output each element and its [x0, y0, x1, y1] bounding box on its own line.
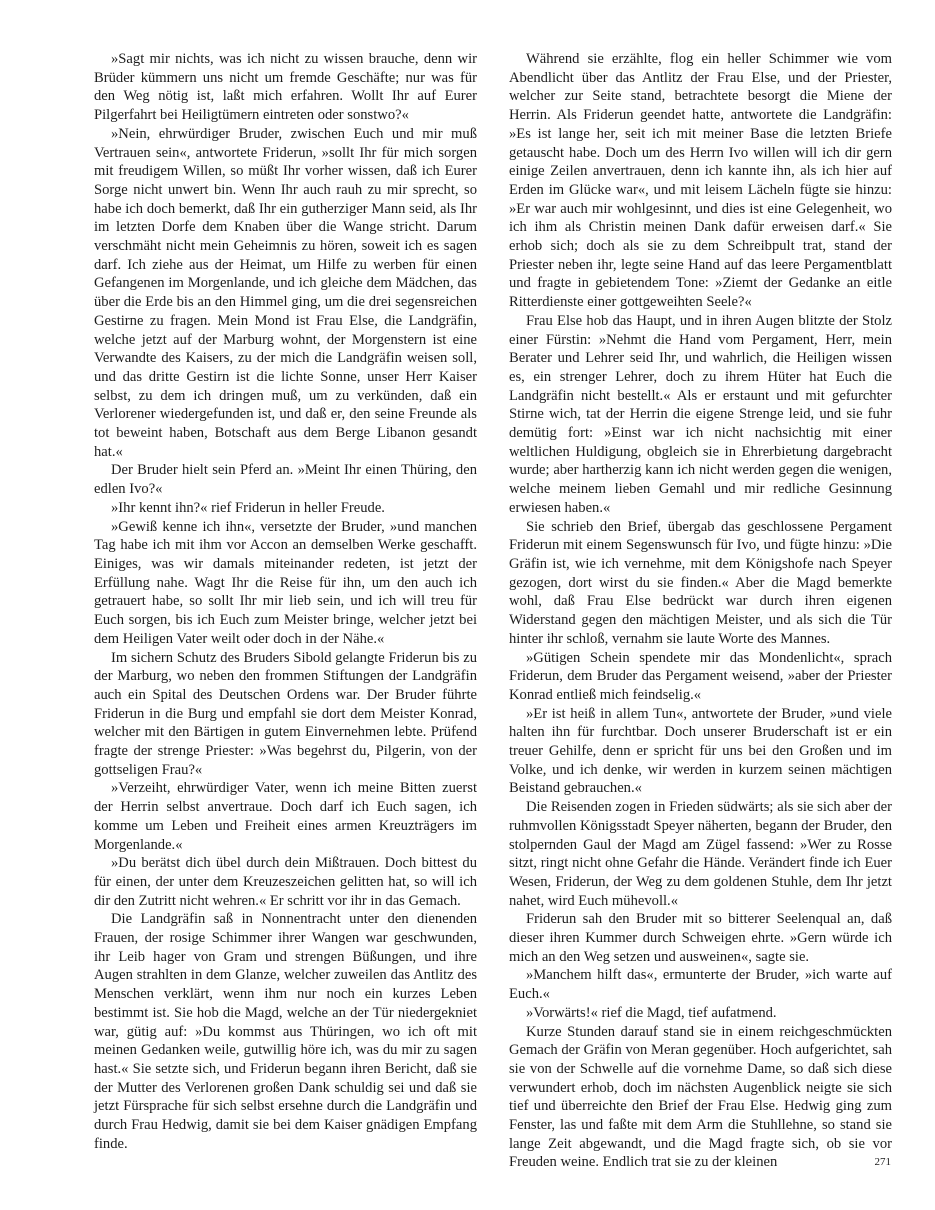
paragraph: Während sie erzählte, flog ein heller Schimmer wie vom Abendlicht über das Antlitz der Frau Else, und der Priester, welcher zur Seite stand, betrachtete besorgt die Miene der Herrin. Als Friderun geendet hatte, antwortete die Landgräfin: »Es ist lange her, seit ich mit meiner Base die letzten Briefe getauscht habe. Doch um des Herrn Ivo willen will ich dir gern einige Zeilen anvertrauen, denn ich kannte ihn, als ich hier auf Erden im Glücke war«, und mit leisem Lächeln fügte sie hinzu: »Er war auch mir wohlgesinnt, und dies ist eine Gelegenheit, wo ich ihm als Christin meinen Dank dafür erweisen darf.« Sie erhob sich; doch als sie zu dem Schreibpult trat, stand der Priester neben ihr, legte seine Hand auf das leere Pergamentblatt und fragte in gebietendem Tone: »Ziemt der Gedanke an eitle Ritterdienste einer gottgeweihten Seele?«	[509, 51, 892, 311]
paragraph: »Du berätst dich übel durch dein Mißtrauen. Doch bittest du für einen, der unter dem Kreuzeszeichen gelitten hat, so will ich dir den Zutritt nicht wehren.« Er schritt vor ihr in das Gemach.	[94, 855, 477, 909]
paragraph: »Gütigen Schein spendete mir das Mondenlicht«, sprach Friderun, dem Bruder das Pergament weisend, »aber der Priester Konrad entließ mich feindselig.«	[509, 649, 892, 703]
paragraph: Kurze Stunden darauf stand sie in einem reichgeschmückten Gemach der Gräfin von Meran gegenüber. Hoch aufgerichtet, sah sie von der Schwelle auf die vornehme Dame, so daß sich diese verwundert erhob, doch im nächsten Augenblick neigte sie sich tief und überreichte den Brief der Frau Else. Hedwig ging zum Fenster, las und faßte mit dem Arm die Stuhllehne, so stand sie lange Zeit abgewandt, und die Magd fragte sich, ob sie vor Freuden weine. Endlich trat sie zu der kleinen	[509, 1023, 892, 1171]
paragraph: Die Reisenden zogen in Frieden südwärts; als sie sich aber der ruhmvollen Königsstadt Speyer näherten, begann der Bruder, den stolpernden Gaul der Magd am Zügel fassend: »Wer zu Rosse sitzt, ringt nicht ohne Gefahr die Hände. Verändert finde ich Euer Wesen, Friderun, der Weg zu dem goldenen Stuhle, dem Ihr jetzt nahet, wird Euch mühevoll.«	[509, 799, 892, 909]
paragraph: Friderun sah den Bruder mit so bitterer Seelenqual an, daß dieser ihren Kummer durch Schweigen ehrte. »Gern würde ich mich an den Weg setzen und ausweinen«, sagte sie.	[509, 911, 892, 965]
left-column	[94, 50, 477, 1153]
paragraph: »Gewiß kenne ich ihn«, versetzte der Bruder, »und manchen Tag habe ich mit ihm vor Accon an demselben Werke geschafft. Einiges, was wir damals miteinander redeten, ist jetzt der Erfüllung nahe. Wagt Ihr die Reise für ihn, um den auch ich getrauert habe, so sollt Ihr mir lieb sein, und ich will treu für Euch sorgen, bis ich Euch zum Meister bringe, welcher jetzt bei dem Heiligen Vater weilt oder doch in der Nähe.«	[94, 518, 477, 647]
paragraph: »Nein, ehrwürdiger Bruder, zwischen Euch und mir muß Vertrauen sein«, antwortete Friderun, »sollt Ihr für mich sorgen mit freudigem Willen, so müßt Ihr vorher wissen, daß ich Eurer Sorge nicht unwert bin. Wenn Ihr auch rauh zu mir sprecht, so habe ich doch bemerkt, daß Ihr ein gutherziger Mann seid, als Ihr im letzten Dorfe dem Knaben über die Wange stricht. Darum verschmäht nicht mein Geheimnis zu hören, soweit ich es sagen darf. Ich ziehe aus der Heimat, um Hilfe zu werben für einen Gefangenen im Morgenlande, und ich gleiche dem Mädchen, das über die Erde bis an den Himmel ging, um die drei segensreichen Gestirne zu fragen. Mein Mond ist Frau Else, die Landgräfin, welche jetzt auf der Marburg wohnt, der Morgenstern ist eine Verwandte des Kaisers, zu der mich die Landgräfin weisen soll, und das dritte Gestirn ist die lichte Sonne, unser Herr Kaiser selbst, zu dem ich dringen muß, um zu verkünden, daß ein Verlorener wiedergefunden ist, und daß er, den seine Freunde als tot beweint haben, Botschaft aus dem Berge Libanon gesandt hat.«	[94, 125, 477, 460]
paragraph: »Sagt mir nichts, was ich nicht zu wissen brauche, denn wir Brüder kümmern uns nicht um fremde Geschäfte; nur was für den Weg nötig ist, laßt mich erfahren. Wollt Ihr auf Eurer Pilgerfahrt bei Heiligtümern eintreten oder sonstwo?«	[94, 51, 477, 124]
right-column	[509, 50, 892, 1172]
paragraph: »Manchem hilft das«, ermunterte der Bruder, »ich warte auf Euch.«	[509, 967, 892, 1003]
paragraph: »Ihr kennt ihn?« rief Friderun in heller Freude.	[111, 499, 385, 516]
paragraph: Frau Else hob das Haupt, und in ihren Augen blitzte der Stolz einer Fürstin: »Nehmt die Hand vom Pergament, Herr, mein Berater und Lehrer seid Ihr, und wahrlich, die Heiligen wissen es, ein strenger Lehrer, doch zu ihrem Hüter hat Euch die Landgräfin nicht bestellt.« Als er erstaunt und mit gefurchter Stirne wich, tat der Herrin die eigene Strenge leid, und sie fuhr demütig fort: »Einst war ich nicht nachsichtig mit einer weltlichen Huldigung, obgleich sie in Ehrerbietung dargebracht wurde; aber hartherzig kann ich nicht werden gegen die wenigen, welche meinem lieben Gemahl und mir redliche Gesinnung erwiesen haben.«	[509, 312, 892, 516]
paragraph: »Vorwärts!« rief die Magd, tief aufatmend.	[526, 1004, 777, 1021]
paragraph: Sie schrieb den Brief, übergab das geschlossene Pergament Friderun mit einem Segenswunsch für Ivo, und fügte hinzu: »Die Gräfin ist, wie ich vernehme, mit dem Königshofe nach Speyer gezogen, dort wirst du sie finden.« Aber die Magd bemerkte wohl, daß Frau Else bedrückt war durch ihren eigenen Widerstand gegen den mächtigen Meister, und als sich die Tür hinter ihr schloß, vernahm sie laute Worte des Mannes.	[509, 518, 892, 647]
page-number: 271	[874, 1156, 891, 1168]
paragraph: »Er ist heiß in allem Tun«, antwortete der Bruder, »und viele halten ihn für furchtbar. Doch unserer Bruderschaft ist er ein treuer Gehilfe, denn er spricht für uns bei den Großen und im Volke, und ich denke, wir werden in kurzem seinen mächtigen Beistand gebrauchen.«	[509, 705, 892, 797]
paragraph: »Verzeiht, ehrwürdiger Vater, wenn ich meine Bitten zuerst der Herrin selbst anvertraue. Doch darf ich Euch sagen, ich komme um Leben und Freiheit eines armen Kreuzträgers im Morgenlande.«	[94, 780, 477, 853]
paragraph: Der Bruder hielt sein Pferd an. »Meint Ihr einen Thüring, den edlen Ivo?«	[94, 462, 477, 498]
paragraph: Im sichern Schutz des Bruders Sibold gelangte Friderun bis zu der Marburg, wo neben den frommen Stiftungen der Landgräfin auch ein Spital des Deutschen Ordens war. Der Bruder führte Friderun in die Burg und empfahl sie dort dem Meister Konrad, welcher mit den Bärtigen in gutem Einvernehmen lebte. Prüfend fragte der strenge Priester: »Was begehrst du, Pilgerin, von der gottseligen Frau?«	[94, 649, 477, 778]
paragraph: Die Landgräfin saß in Nonnentracht unter den dienenden Frauen, der rosige Schimmer ihrer Wangen war geschwunden, ihr Leib hager von Gram und strengen Büßungen, und ihre Augen strahlten in dem Glanze, welcher zuweilen das Antlitz des Menschen verklärt, wenn ihm nur noch ein kurzes Leben bestimmt ist. Sie hob die Magd, welche an der Tür niedergekniet war, gütig auf: »Du kommst aus Thüringen, wo ich oft mit meinen Gedanken weile, gutwillig höre ich, was du mir zu sagen hast.« Sie setzte sich, und Friderun begann ihren Bericht, daß sie der Mutter des Verlorenen großen Dank schuldig sei und daß sie jetzt Fürsprache für sich selbst ersehne durch die Landgräfin und durch Frau Hedwig, damit sie bei dem Kaiser gnädigen Empfang finde.	[94, 911, 477, 1152]
